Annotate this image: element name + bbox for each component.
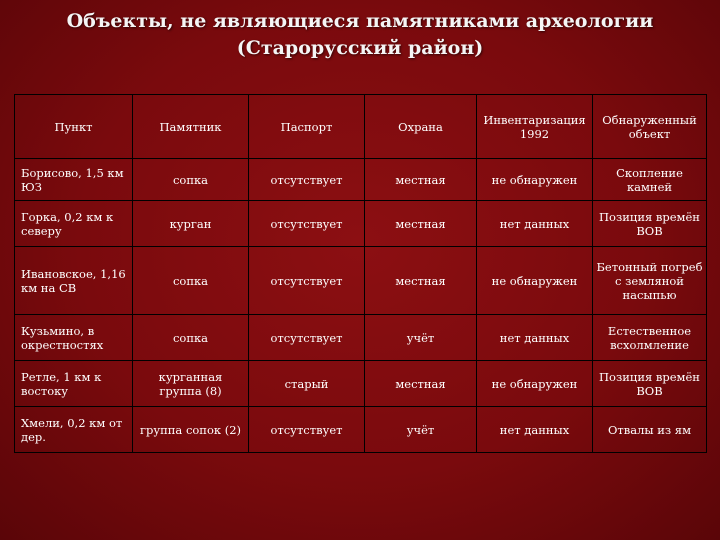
table-cell: нет данных: [477, 407, 593, 453]
table-cell: отсутствует: [249, 247, 365, 315]
table-cell: нет данных: [477, 315, 593, 361]
table-row: [15, 361, 707, 407]
table-cell: Хмели, 0,2 км от дер.: [15, 407, 133, 453]
monuments-table: [14, 94, 707, 453]
table-cell: отсутствует: [249, 407, 365, 453]
table-cell: не обнаружен: [477, 247, 593, 315]
table-row: [15, 407, 707, 453]
header-cell-monument: Памятник: [133, 95, 249, 159]
table-cell: Бетонный погреб с земляной насыпью: [593, 247, 707, 315]
table-cell: учёт: [365, 407, 477, 453]
table-cell: сопка: [133, 247, 249, 315]
table-header-row: [15, 95, 707, 159]
table-cell: Естественное всхолмление: [593, 315, 707, 361]
header-cell-inventory: Инвентаризация 1992: [477, 95, 593, 159]
header-cell-point: Пункт: [15, 95, 133, 159]
table-cell: отсутствует: [249, 201, 365, 247]
table-cell: Скопление камней: [593, 159, 707, 201]
table-cell: группа сопок (2): [133, 407, 249, 453]
title-line-1: Объекты, не являющиеся памятниками археологии: [66, 10, 654, 32]
table-cell: не обнаружен: [477, 159, 593, 201]
table-cell: местная: [365, 201, 477, 247]
table-cell: сопка: [133, 159, 249, 201]
table-cell: курган: [133, 201, 249, 247]
table-cell: Отвалы из ям: [593, 407, 707, 453]
table-row: [15, 247, 707, 315]
table-row: [15, 201, 707, 247]
table-cell: сопка: [133, 315, 249, 361]
table-cell: старый: [249, 361, 365, 407]
table-row: [15, 315, 707, 361]
table-cell: Борисово, 1,5 км ЮЗ: [15, 159, 133, 201]
table-cell: Позиция времён ВОВ: [593, 361, 707, 407]
table-cell: Кузьмино, в окрестностях: [15, 315, 133, 361]
table-cell: отсутствует: [249, 159, 365, 201]
table-cell: местная: [365, 159, 477, 201]
table-cell: не обнаружен: [477, 361, 593, 407]
page-title: [0, 8, 720, 62]
table-cell: Позиция времён ВОВ: [593, 201, 707, 247]
header-cell-passport: Паспорт: [249, 95, 365, 159]
table-cell: Ивановское, 1,16 км на СВ: [15, 247, 133, 315]
table-cell: местная: [365, 247, 477, 315]
table-cell: курганная группа (8): [133, 361, 249, 407]
table-cell: Ретле, 1 км к востоку: [15, 361, 133, 407]
table-row: [15, 159, 707, 201]
header-cell-found-object: Обнаруженный объект: [593, 95, 707, 159]
table-cell: Горка, 0,2 км к северу: [15, 201, 133, 247]
table-cell: учёт: [365, 315, 477, 361]
table-cell: нет данных: [477, 201, 593, 247]
table-cell: отсутствует: [249, 315, 365, 361]
table-cell: местная: [365, 361, 477, 407]
header-cell-protection: Охрана: [365, 95, 477, 159]
title-line-2: (Старорусский район): [236, 37, 484, 59]
